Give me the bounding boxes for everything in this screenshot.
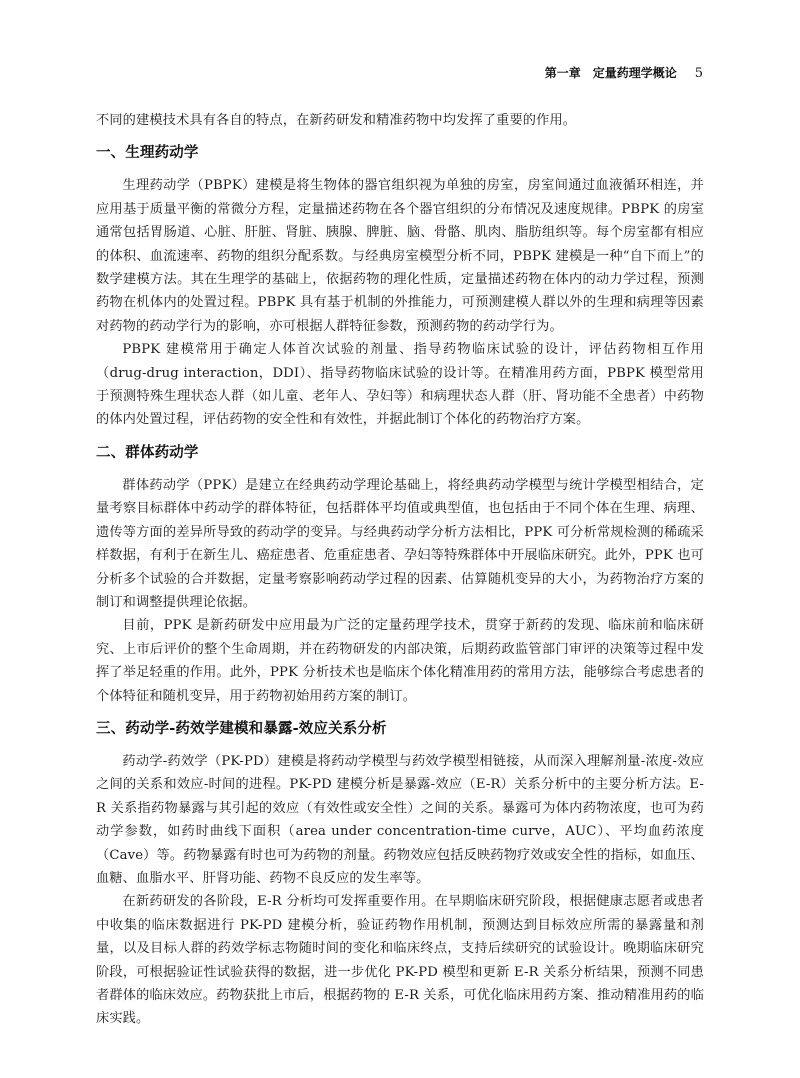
intro-paragraph: 不同的建模技术具有各自的特点，在新药研发和精准药物中均发挥了重要的作用。 [96, 113, 577, 128]
section-heading-pbpk: 一、生理药动学 [96, 145, 199, 162]
page-body [96, 109, 704, 1031]
section-heading-pkpd: 三、药动学-药效学建模和暴露-效应关系分析 [96, 720, 387, 737]
pbpk-paragraph-2: PBPK 建模常用于确定人体首次试验的剂量、指导药物临床试验的设计，评估药物相互作用（drug-drug interaction，DDI）、指导药物临床试验的设计等。在精准用药方面，PBPK 模型常用于预测特殊生理状态人群（如儿童、老年人、孕妇等）和病理状态人群（肝、肾功能不全患者）中药物的体内处置过程，评估药物的安全性和有效性，并据此制订个体化的药物治疗方案。 [96, 342, 704, 428]
pbpk-paragraph-1: 生理药动学（PBPK）建模是将生物体的器官组织视为单独的房室，房室间通过血液循环相连，并应用基于质量平衡的常微分方程，定量描述药物在各个器官组织的分布情况及速度规律。PBPK 的房室通常包括胃肠道、心脏、肝脏、肾脏、胰腺、脾脏、脑、骨骼、肌肉、脂肪组织等。每个房室都有相应的体积、血流速率、药物的组织分配系数。与经典房室模型分析不同，PBPK 建模是一种“自下而上”的数学建模方法。其在生理学的基础上，依据药物的理化性质，定量描述药物在体内的动力学过程，预测药物在机体内的处置过程。PBPK 具有基于机制的外推能力，可预测建模人群以外的生理和病理等因素对药物的药动学行为的影响，亦可根据人群特征参数，预测药物的药动学行为。 [96, 178, 704, 334]
ppk-paragraph-2: 目前，PPK 是新药研发中应用最为广泛的定量药理学技术，贯穿于新药的发现、临床前和临床研究、上市后评价的整个生命周期，并在药物研发的内部决策，后期药政监管部门审评的决策等过程中发挥了举足轻重的作用。此外，PPK 分析技术也是临床个体化精准用药的常用方法，能够综合考虑患者的个体特征和随机变异，用于药物初始用药方案的制订。 [96, 618, 704, 704]
page-number: 5 [694, 66, 703, 81]
ppk-paragraph-1: 群体药动学（PPK）是建立在经典药动学理论基础上，将经典药动学模型与统计学模型相结合，定量考察目标群体中药动学的群体特征，包括群体平均值或典型值，也包括由于不同个体在生理、病理、遗传等方面的差异所导致的药动学的变异。与经典药动学分析方法相比，PPK 可分析常规检测的稀疏采样数据，有利于在新生儿、癌症患者、危重症患者、孕妇等特殊群体中开展临床研究。此外，PPK 也可分析多个试验的合并数据，定量考察影响药动学过程的因素、估算随机变异的大小，为药物治疗方案的制订和调整提供理论依据。 [96, 477, 704, 610]
pkpd-paragraph-2: 在新药研发的各阶段，E-R 分析均可发挥重要作用。在早期临床研究阶段，根据健康志愿者或患者中收集的临床数据进行 PK-PD 建模分析，验证药物作用机制，预测达到目标效应所需的暴露量和剂量，以及目标人群的药效学标志物随时间的变化和临床终点，支持后续研究的试验设计。晚期临床研究阶段，可根据验证性试验获得的数据，进一步优化 PK-PD 模型和更新 E-R 关系分析结果，预测不同患者群体的临床效应。药物获批上市后，根据药物的 E-R 关系，可优化临床用药方案、推动精准用药的临床实践。 [96, 894, 704, 1027]
pkpd-paragraph-1: 药动学-药效学（PK-PD）建模是将药动学模型与药效学模型相链接，从而深入理解剂量-浓度-效应之间的关系和效应-时间的进程。PK-PD 建模分析是暴露-效应（E-R）关系分析中的主要分析方法。E-R 关系指药物暴露与其引起的效应（有效性或安全性）之间的关系。暴露可为体内药物浓度，也可为药动学参数，如药时曲线下面积（area under concentration-time curve，AUC）、平均血药浓度（Cave）等。药物暴露有时也可为药物的剂量。药物效应包括反映药物疗效或安全性的指标，如血压、血糖、血脂水平、肝肾功能、药物不良反应的发生率等。 [96, 753, 704, 886]
section-heading-ppk: 二、群体药动学 [96, 444, 199, 461]
chapter-title: 第一章 定量药理学概论 [544, 66, 677, 80]
running-header [545, 64, 703, 81]
